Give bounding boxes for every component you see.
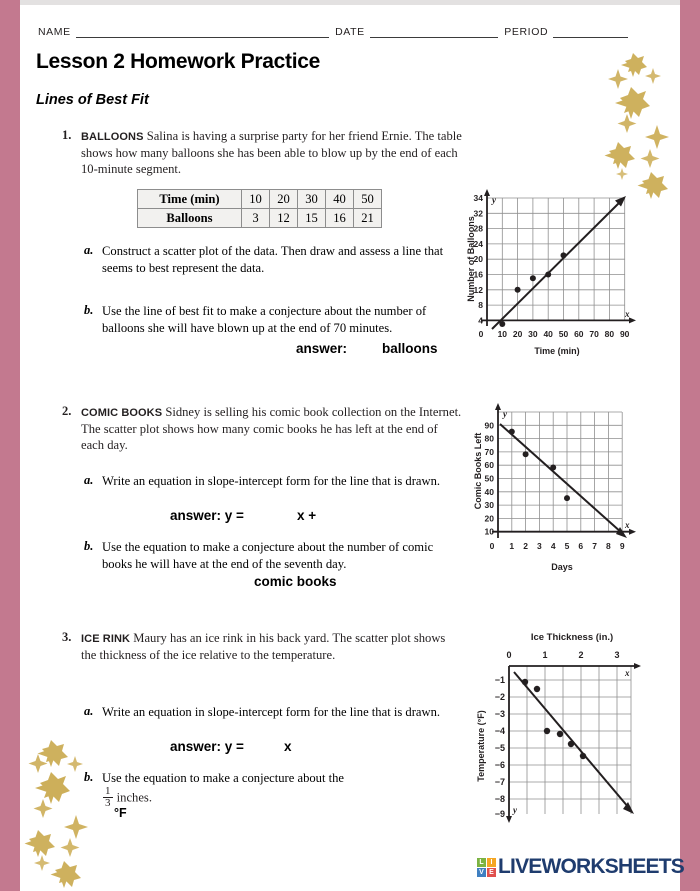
svg-text:20: 20 — [484, 513, 494, 524]
fraction-unit-label: inches. — [116, 790, 152, 805]
row-header-time: Time (min) — [138, 190, 242, 209]
part-b-letter: b. — [84, 303, 94, 317]
fraction-numerator: 1 — [105, 785, 111, 797]
problem-1-number: 1. — [62, 128, 72, 142]
problem-1-text — [81, 128, 463, 178]
svg-text:3: 3 — [614, 650, 620, 660]
y-axis-title: Temperature (°F) — [476, 710, 486, 782]
problem-3-topic: ICE RINK — [81, 633, 131, 645]
problem-1-topic: BALLOONS — [81, 131, 144, 143]
svg-text:2: 2 — [523, 541, 528, 551]
cell-balloons-1: 3 — [242, 209, 270, 228]
row-header-balloons: Balloons — [138, 209, 242, 228]
problem-2-slope-input[interactable] — [250, 508, 300, 523]
part-b-text: Use the equation to make a conjecture about the number of comic books he will have at the end of the seventh day. — [102, 540, 434, 571]
table-row — [138, 209, 382, 228]
svg-text:−7: −7 — [494, 777, 505, 787]
logo-cell-i: I — [487, 858, 496, 867]
svg-text:7: 7 — [592, 541, 597, 551]
cell-balloons-4: 16 — [326, 209, 354, 228]
svg-text:−9: −9 — [494, 809, 505, 819]
x-axis-marker: x — [625, 668, 630, 678]
problem-1-body: Salina is having a surprise party for her friend Ernie. The table shows how many balloons she has been able to blow up by the end of each 10-minute segment. — [81, 129, 462, 177]
svg-text:0: 0 — [506, 650, 512, 660]
svg-text:10: 10 — [484, 526, 494, 537]
problem-3-answer-label: answer: y = — [170, 739, 244, 754]
comic-books-scatter-plot — [470, 398, 655, 588]
chart-title: Ice Thickness (in.) — [530, 632, 614, 643]
problem-3-answer-unit: °F — [114, 806, 127, 820]
svg-text:0: 0 — [489, 541, 495, 551]
x-tick-labels — [479, 329, 630, 339]
svg-text:4: 4 — [550, 541, 556, 551]
x-tick-labels — [490, 541, 625, 551]
student-info-row — [38, 26, 628, 38]
svg-text:4: 4 — [478, 315, 483, 326]
table-row — [138, 190, 382, 209]
part-a-text: Write an equation in slope-intercept form for the line that is drawn. — [102, 705, 441, 719]
svg-text:32: 32 — [473, 208, 483, 219]
cell-balloons-2: 12 — [270, 209, 298, 228]
date-blank-line[interactable] — [370, 28, 499, 38]
problem-2-answer-input[interactable] — [200, 574, 248, 589]
problem-2-answer-unit: comic books — [254, 574, 337, 589]
svg-text:80: 80 — [484, 433, 494, 444]
svg-text:3: 3 — [537, 541, 542, 551]
problem-2-intercept-input[interactable] — [328, 508, 378, 523]
logo-grid-icon — [477, 858, 496, 877]
svg-text:8: 8 — [606, 541, 611, 551]
y-axis-title: Comic Books Left — [473, 432, 483, 510]
svg-text:28: 28 — [473, 223, 483, 234]
svg-text:−1: −1 — [494, 675, 505, 685]
part-b-letter: b. — [84, 770, 94, 784]
x-axis-marker: x — [625, 520, 630, 530]
logo-cell-l: L — [477, 858, 486, 867]
problem-1-answer-label: answer: — [296, 341, 348, 356]
best-fit-line — [500, 424, 627, 538]
x-axis-title: Days — [551, 562, 573, 572]
name-blank-line[interactable] — [76, 28, 329, 38]
svg-text:10: 10 — [497, 329, 508, 339]
svg-text:2: 2 — [578, 650, 584, 660]
problem-3-number: 3. — [62, 630, 72, 644]
cell-balloons-5: 21 — [354, 209, 382, 228]
cell-time-2: 20 — [270, 190, 298, 209]
problem-3-slope-input[interactable] — [250, 739, 284, 754]
x-axis-marker: x — [625, 309, 630, 319]
fraction-denominator: 3 — [105, 797, 111, 810]
cell-balloons-3: 15 — [298, 209, 326, 228]
logo-cell-e: E — [487, 868, 496, 877]
svg-text:20: 20 — [512, 329, 523, 339]
y-axis-title: Number of Balloons — [466, 216, 476, 302]
y-axis-marker: y — [492, 195, 496, 205]
y-tick-labels — [485, 420, 495, 536]
y-tick-labels — [495, 675, 505, 819]
problem-2-body: Sidney is selling his comic book collection on the Internet. The scatter plot shows how many comic books he has left at the end of each day. — [81, 405, 462, 453]
problem-2-topic: COMIC BOOKS — [81, 407, 163, 419]
svg-text:40: 40 — [484, 486, 494, 497]
svg-text:−2: −2 — [494, 692, 505, 702]
page-title: Lesson 2 Homework Practice — [36, 50, 320, 73]
svg-text:−5: −5 — [494, 743, 505, 753]
y-axis-marker: y — [503, 409, 507, 419]
svg-text:24: 24 — [473, 238, 483, 249]
svg-text:50: 50 — [558, 329, 569, 339]
x-axis-title: Time (min) — [534, 346, 580, 356]
liveworksheets-logo[interactable] — [477, 855, 684, 879]
ice-chart-svg — [468, 628, 658, 833]
x-tick-labels — [506, 650, 619, 660]
cell-time-4: 40 — [326, 190, 354, 209]
logo-wordmark: LIVEWORKSHEETS — [498, 855, 684, 878]
balloons-scatter-plot — [465, 186, 650, 371]
part-b-letter: b. — [84, 539, 94, 553]
balloons-data-table — [137, 189, 382, 228]
svg-text:90: 90 — [484, 420, 494, 431]
part-a-text: Construct a scatter plot of the data. Then draw and assess a line that seems to best represent the data. — [102, 244, 444, 275]
part-a-text: Write an equation in slope-intercept form for the line that is drawn. — [102, 474, 441, 488]
part-a-letter: a. — [84, 704, 94, 718]
cell-time-3: 30 — [298, 190, 326, 209]
problem-2-answer-mid: x + — [297, 508, 317, 523]
svg-text:16: 16 — [473, 269, 483, 280]
svg-text:1: 1 — [509, 541, 515, 551]
right-edge-band — [680, 0, 700, 891]
problem-1-answer-unit: balloons — [382, 341, 438, 356]
chart-gridlines — [498, 412, 622, 532]
problem-2-number: 2. — [62, 404, 72, 418]
part-b-text: Use the line of best fit to make a conjecture about the number of balloons she will have blown up at the end of 70 minutes. — [102, 304, 427, 335]
problem-3-answer-mid: x — [284, 739, 292, 754]
svg-text:9: 9 — [619, 541, 625, 551]
svg-text:−4: −4 — [494, 726, 505, 736]
svg-text:−6: −6 — [494, 760, 505, 770]
problem-3-text — [81, 630, 463, 663]
svg-text:20: 20 — [473, 254, 483, 265]
logo-cell-v: V — [477, 868, 486, 877]
page-subtitle: Lines of Best Fit — [36, 92, 149, 108]
problem-2-text — [81, 404, 463, 454]
svg-text:90: 90 — [619, 329, 630, 339]
svg-text:40: 40 — [543, 329, 553, 339]
part-b-text: Use the equation to make a conjecture about the — [102, 771, 344, 785]
balloons-chart-svg — [465, 186, 650, 371]
svg-text:1: 1 — [542, 650, 548, 660]
svg-text:8: 8 — [478, 300, 483, 311]
svg-text:0: 0 — [478, 329, 484, 339]
period-label: PERIOD — [504, 26, 549, 38]
svg-text:70: 70 — [484, 446, 494, 457]
cell-time-1: 10 — [242, 190, 270, 209]
svg-text:70: 70 — [589, 329, 599, 339]
svg-text:6: 6 — [578, 541, 584, 551]
svg-text:−8: −8 — [494, 794, 505, 804]
svg-text:50: 50 — [484, 473, 494, 484]
name-label: NAME — [38, 26, 71, 38]
svg-text:30: 30 — [528, 329, 538, 339]
part-a-letter: a. — [84, 473, 94, 487]
cell-time-5: 50 — [354, 190, 382, 209]
period-blank-line[interactable] — [553, 28, 628, 38]
problem-3-body: Maury has an ice rink in his back yard. The scatter plot shows the thickness of the ice relative to the temperature. — [81, 631, 446, 662]
y-axis-marker: y — [513, 805, 517, 815]
part-a-letter: a. — [84, 243, 94, 257]
chart-axes — [492, 403, 636, 538]
left-edge-band — [0, 0, 20, 891]
svg-text:−3: −3 — [494, 709, 505, 719]
svg-text:5: 5 — [564, 541, 570, 551]
svg-text:30: 30 — [484, 500, 494, 511]
problem-2-answer-label: answer: y = — [170, 508, 244, 523]
svg-text:60: 60 — [574, 329, 584, 339]
svg-text:12: 12 — [473, 284, 483, 295]
svg-text:34: 34 — [473, 193, 483, 203]
svg-text:80: 80 — [604, 329, 615, 339]
date-label: DATE — [335, 26, 365, 38]
best-fit-line — [492, 196, 626, 329]
svg-text:60: 60 — [484, 460, 494, 471]
ice-rink-scatter-plot — [468, 628, 658, 833]
comic-chart-svg — [470, 398, 655, 588]
